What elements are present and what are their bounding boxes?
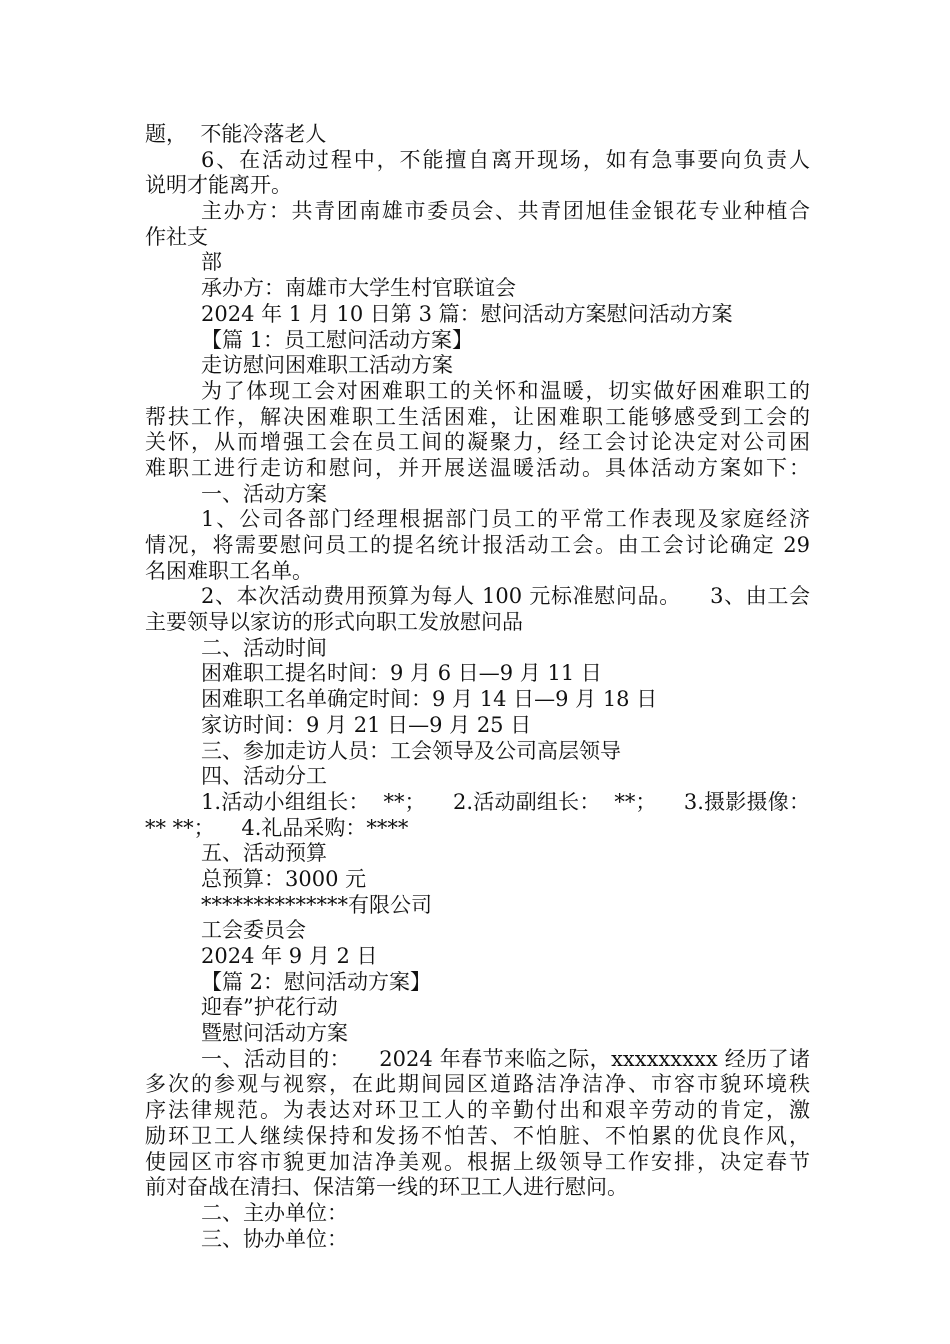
text-line: 名困难职工名单。	[145, 558, 313, 583]
text-line: 困难职工提名时间：9 月 6 日—9 月 11 日	[201, 661, 602, 686]
text-line: 前对奋战在清扫、保洁第一线的环卫工人进行慰问。	[145, 1175, 628, 1200]
text-line: 三、协办单位：	[201, 1226, 348, 1251]
text-line: 主办方：共青团南雄市委员会、共青团旭佳金银花专业种植合	[201, 199, 810, 224]
text-line: 6、在活动过程中，不能擅自离开现场，如有急事要向负责人	[201, 147, 810, 172]
text-line: 作社支	[145, 224, 208, 249]
text-line: 题， 不能冷落老人	[145, 122, 327, 146]
text-line: 四、活动分工	[201, 764, 327, 789]
text-line: 二、活动时间	[201, 635, 327, 660]
text-line: 【篇 1：员工慰问活动方案】	[201, 327, 474, 352]
text-line: 迎春”护花行动	[201, 995, 338, 1020]
document-body	[145, 122, 810, 1252]
text-line: 五、活动预算	[201, 841, 327, 866]
text-line: 总预算：3000 元	[201, 866, 367, 891]
text-line: 序法律规范。为表达对环卫工人的辛勤付出和艰辛劳动的肯定，激	[145, 1098, 810, 1123]
text-line: 工会委员会	[201, 918, 306, 943]
text-line: 困难职工名单确定时间：9 月 14 日—9 月 18 日	[201, 687, 658, 712]
text-line: 情况，将需要慰问员工的提名统计报活动工会。由工会讨论确定 29	[145, 533, 810, 557]
text-line: 走访慰问困难职工活动方案	[201, 353, 453, 378]
text-line: 三、参加走访人员：工会领导及公司高层领导	[201, 738, 621, 763]
text-line: 2024 年 1 月 10 日第 3 篇：慰问活动方案慰问活动方案	[201, 301, 733, 326]
text-line: 2、本次活动费用预算为每人 100 元标准慰问品。 3、由工会	[201, 584, 810, 609]
text-line: 多次的参观与视察，在此期间园区道路洁净洁净、市容市貌环境秩	[145, 1072, 810, 1097]
text-line: 为了体现工会对困难职工的关怀和温暖，切实做好困难职工的	[201, 378, 810, 403]
text-line: 1、公司各部门经理根据部门员工的平常工作表现及家庭经济	[201, 507, 810, 532]
text-line: ** **； 4.礼品采购：****	[145, 815, 409, 840]
text-line: 关怀，从而增强工会在员工间的凝聚力，经工会讨论决定对公司困	[145, 430, 810, 455]
text-line: 二、主办单位：	[201, 1200, 348, 1225]
text-line: 家访时间：9 月 21 日—9 月 25 日	[201, 712, 532, 737]
text-line: 2024 年 9 月 2 日	[201, 944, 378, 968]
text-line: 励环卫工人继续保持和发扬不怕苦、不怕脏、不怕累的优良作风，	[145, 1123, 810, 1148]
text-line: 【篇 2：慰问活动方案】	[201, 969, 432, 994]
text-line: 一、活动目的： 2024 年春节来临之际，xxxxxxxxx 经历了诸	[201, 1046, 810, 1071]
text-line: 暨慰问活动方案	[201, 1021, 348, 1046]
text-line: 说明才能离开。	[145, 173, 292, 198]
text-line: **************有限公司	[201, 892, 432, 917]
text-line: 使园区市容市貌更加洁净美观。根据上级领导工作安排，决定春节	[145, 1149, 810, 1174]
text-line: 1.活动小组组长： **； 2.活动副组长： **； 3.摄影摄像：	[201, 789, 810, 814]
text-line: 承办方：南雄市大学生村官联谊会	[201, 276, 516, 301]
text-line: 主要领导以家访的形式向职工发放慰问品	[145, 610, 523, 635]
text-line: 部	[201, 250, 222, 275]
text-line: 帮扶工作，解决困难职工生活困难，让困难职工能够感受到工会的	[145, 404, 810, 429]
text-line: 难职工进行走访和慰问，并开展送温暖活动。具体活动方案如下：	[145, 455, 810, 480]
text-line: 一、活动方案	[201, 481, 327, 506]
